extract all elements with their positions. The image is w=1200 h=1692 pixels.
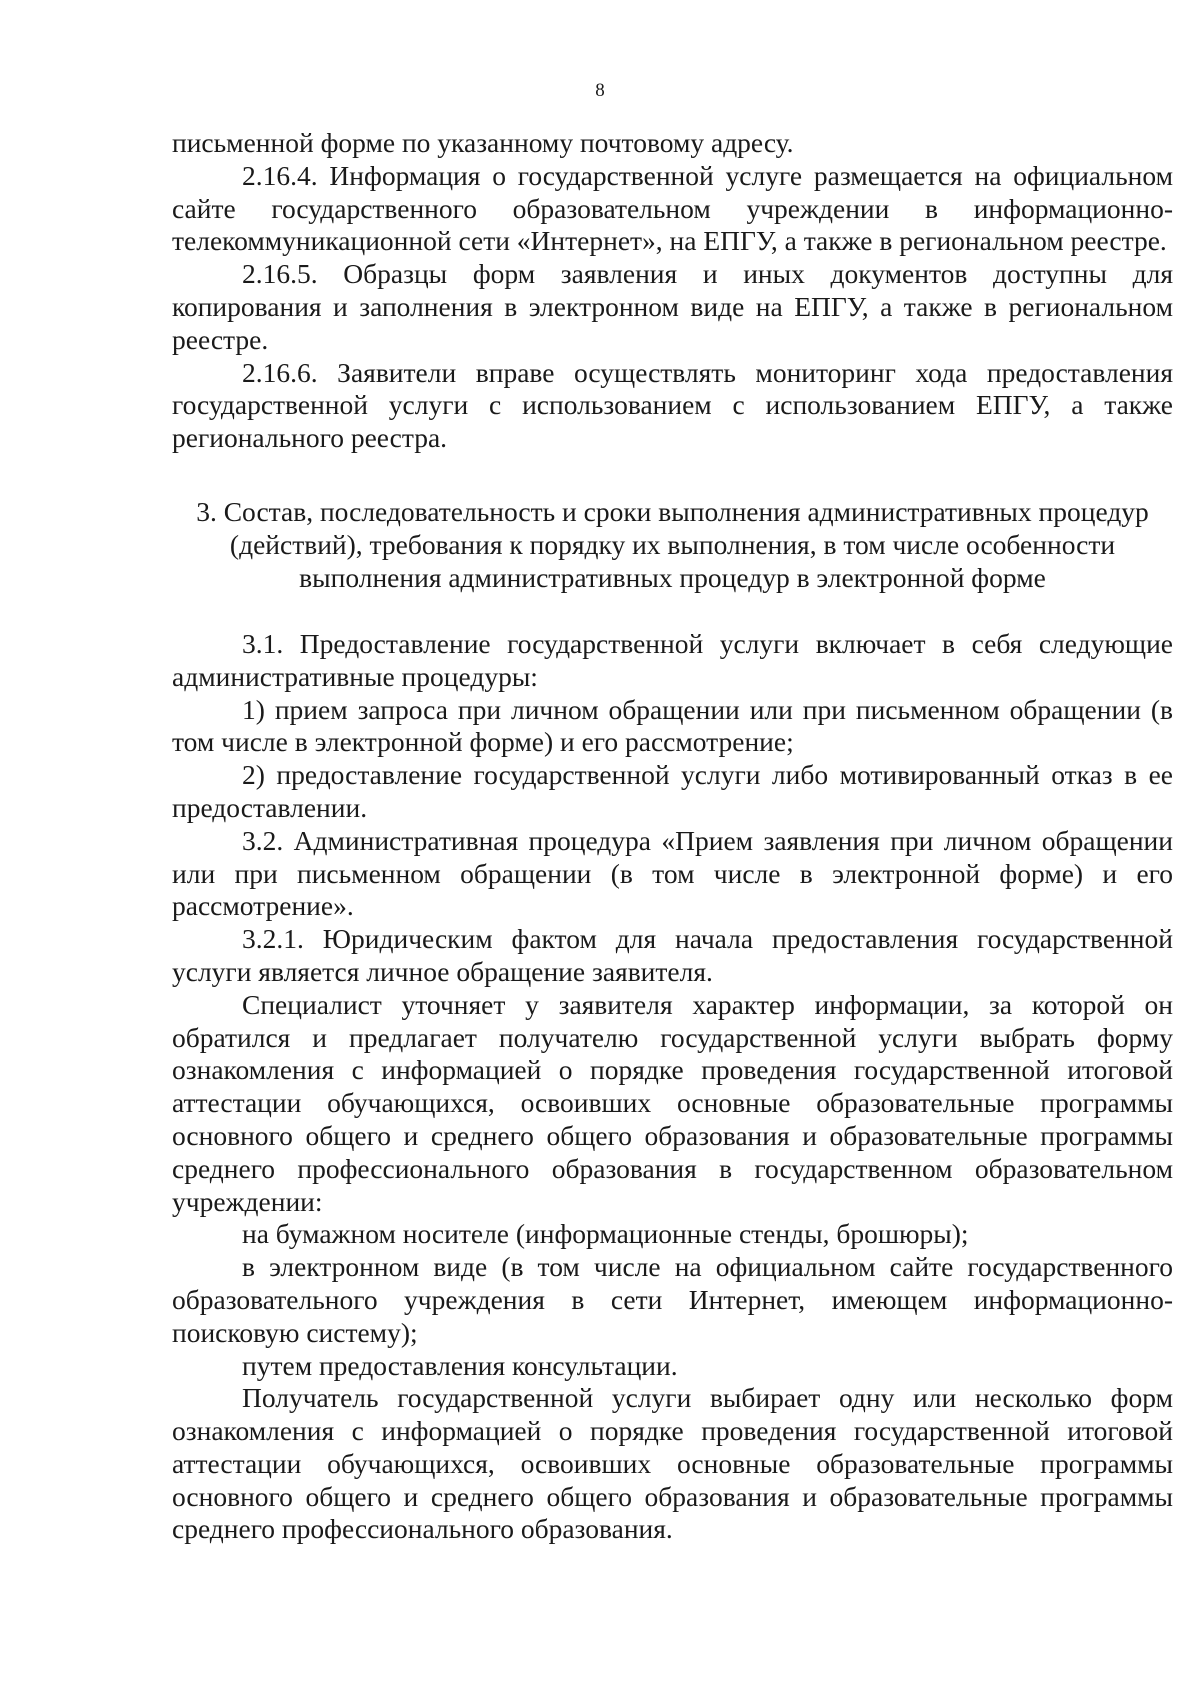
paragraph-continuation: письменной форме по указанному почтовому адресу. (172, 127, 794, 158)
paragraph-2-16-4: 2.16.4. Информация о государственной услуге размещается на официальном сайте государственного образовательном учреждении в информационно-телекоммуникационной сети «Интернет», на ЕПГУ, а также в региональном реестре. (172, 159, 1173, 257)
paragraph-2-16-6: 2.16.6. Заявители вправе осуществлять мониторинг хода предоставления государственной услуги с использованием с использованием ЕПГУ, а также регионального реестра. (172, 356, 1173, 454)
paragraph-3-2-1: 3.2.1. Юридическим фактом для начала предоставления государственной услуги является личное обращение заявителя. (172, 923, 1173, 987)
form-option-paper: на бумажном носителе (информационные стенды, брошюры); (242, 1218, 969, 1250)
list-item-2: 2) предоставление государственной услуги либо мотивированный отказ в ее предоставлении. (172, 759, 1173, 823)
page-number: 8 (595, 80, 605, 101)
form-option-electronic: в электронном виде (в том числе на официальном сайте государственного образовательного учреждения в сети Интернет, имеющем информационно-поисковую систему); (172, 1251, 1173, 1348)
document-body (172, 127, 1173, 1546)
list-item-1: 1) прием запроса при личном обращении или при письменном обращении (в том числе в электронной форме) и его рассмотрение; (172, 693, 1173, 758)
paragraph-recipient-choice: Получатель государственной услуги выбирает одну или несколько форм ознакомления с информацией о порядке проведения государственной итоговой аттестации обучающихся, освоивших основные образовательные программы основного общего и среднего общего образования и образовательные программы среднего профессионального образования. (172, 1382, 1173, 1545)
section-3-heading: 3. Состав, последовательность и сроки выполнения административных процедур (действий), требования к порядку их выполнения, в том числе особенности выполнения административных процедур в электронной форме (196, 495, 1149, 593)
paragraph-specialist: Специалист уточняет у заявителя характер информации, за которой он обратился и предлагает получателю государственной услуги выбрать форму ознакомления с информацией о порядке проведения государственной итоговой аттестации обучающихся, освоивших основные образовательные программы основного общего и среднего общего образования и образовательные программы среднего профессионального образования в государственном образовательном учреждении: (172, 988, 1173, 1217)
paragraph-2-16-5: 2.16.5. Образцы форм заявления и иных документов доступны для копирования и заполнения в электронном виде на ЕПГУ, а также в региональном реестре. (172, 258, 1173, 355)
paragraph-3-1: 3.1. Предоставление государственной услуги включает в себя следующие административные процедуры: (172, 627, 1173, 692)
form-option-consultation: путем предоставления консультации. (242, 1349, 678, 1381)
paragraph-3-2: 3.2. Административная процедура «Прием заявления при личном обращении или при письменном обращении (в том числе в электронной форме) и его рассмотрение». (172, 824, 1173, 922)
